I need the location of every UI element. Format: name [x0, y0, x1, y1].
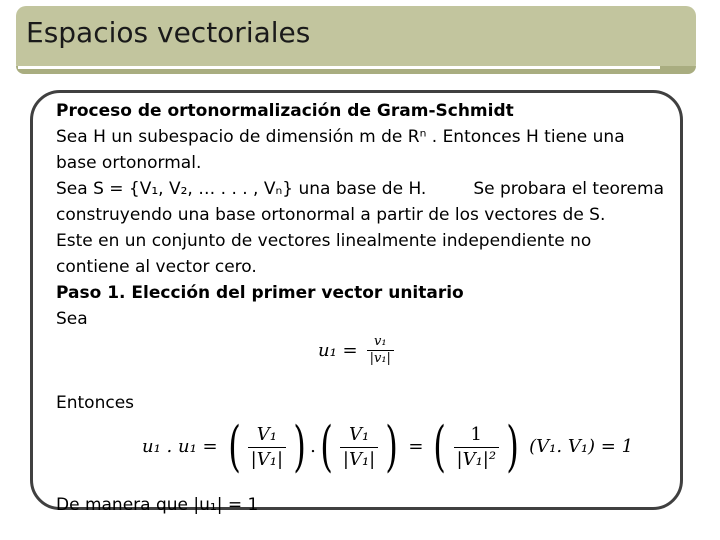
fraction [340, 423, 378, 472]
unit-vector-formula [56, 332, 664, 390]
step-heading: Paso 1. Elección del primer vector unitario [56, 283, 464, 303]
paragraph-text: Se probara el teorema [473, 179, 664, 199]
conclusion-line: De manera que |u₁| = 1 [56, 495, 259, 515]
fraction [248, 423, 286, 472]
paragraph-line: Sea [56, 309, 88, 329]
basis-definition: Sea S = {V₁, V₂, … . . . , Vₙ} una base de H. [56, 179, 427, 199]
fraction-denominator: |V₁| [340, 447, 378, 472]
equals-sign: = [408, 436, 424, 457]
fraction [454, 423, 500, 472]
paragraph-line: Este en un conjunto de vectores linealmente independiente no [56, 231, 592, 251]
slide-content [56, 98, 664, 518]
paragraph-line: contiene al vector cero. [56, 257, 257, 277]
paragraph-line: Sea H un subespacio de dimensión m de Rⁿ . Entonces H tiene una [56, 127, 625, 147]
dot-product-formula: u₁ . u₁ = ( $\frac{\text{V₁}}{\text{|V₁|}}$ ) . ( $\frac{\text{V₁}}{\text{|V₁|}}$ ) = ( $\frac{1}{\text{|V₁|²}}$ ) (V₁. V₁) = 1 [142, 415, 634, 478]
paragraph-line: Entonces [56, 393, 135, 413]
fraction-numerator: 1 [470, 423, 482, 445]
fraction-numerator: V₁ [348, 423, 370, 445]
fraction-denominator: |V₁|² [454, 447, 500, 472]
slide-title: Espacios vectoriales [26, 16, 311, 49]
formula-lhs: u₁ = [318, 339, 358, 361]
paragraph-line: construyendo una base ortonormal a partir de los vectores de S. [56, 205, 606, 225]
formula-lhs: u₁ . u₁ = [142, 436, 218, 457]
fraction-denominator: |v₁| [367, 350, 394, 367]
fraction [367, 334, 394, 367]
fraction-denominator: |V₁| [248, 447, 286, 472]
fraction-numerator: v₁ [374, 334, 387, 349]
fraction-numerator: V₁ [256, 423, 277, 445]
formula-tail: (V₁. V₁) = 1 [529, 436, 634, 457]
dot-operator: . [310, 436, 316, 457]
paragraph-line [56, 176, 664, 202]
paragraph-line: base ortonormal. [56, 153, 202, 173]
title-underline [18, 66, 660, 69]
title-band [16, 6, 696, 74]
section-heading: Proceso de ortonormalización de Gram-Schmidt [56, 101, 514, 121]
